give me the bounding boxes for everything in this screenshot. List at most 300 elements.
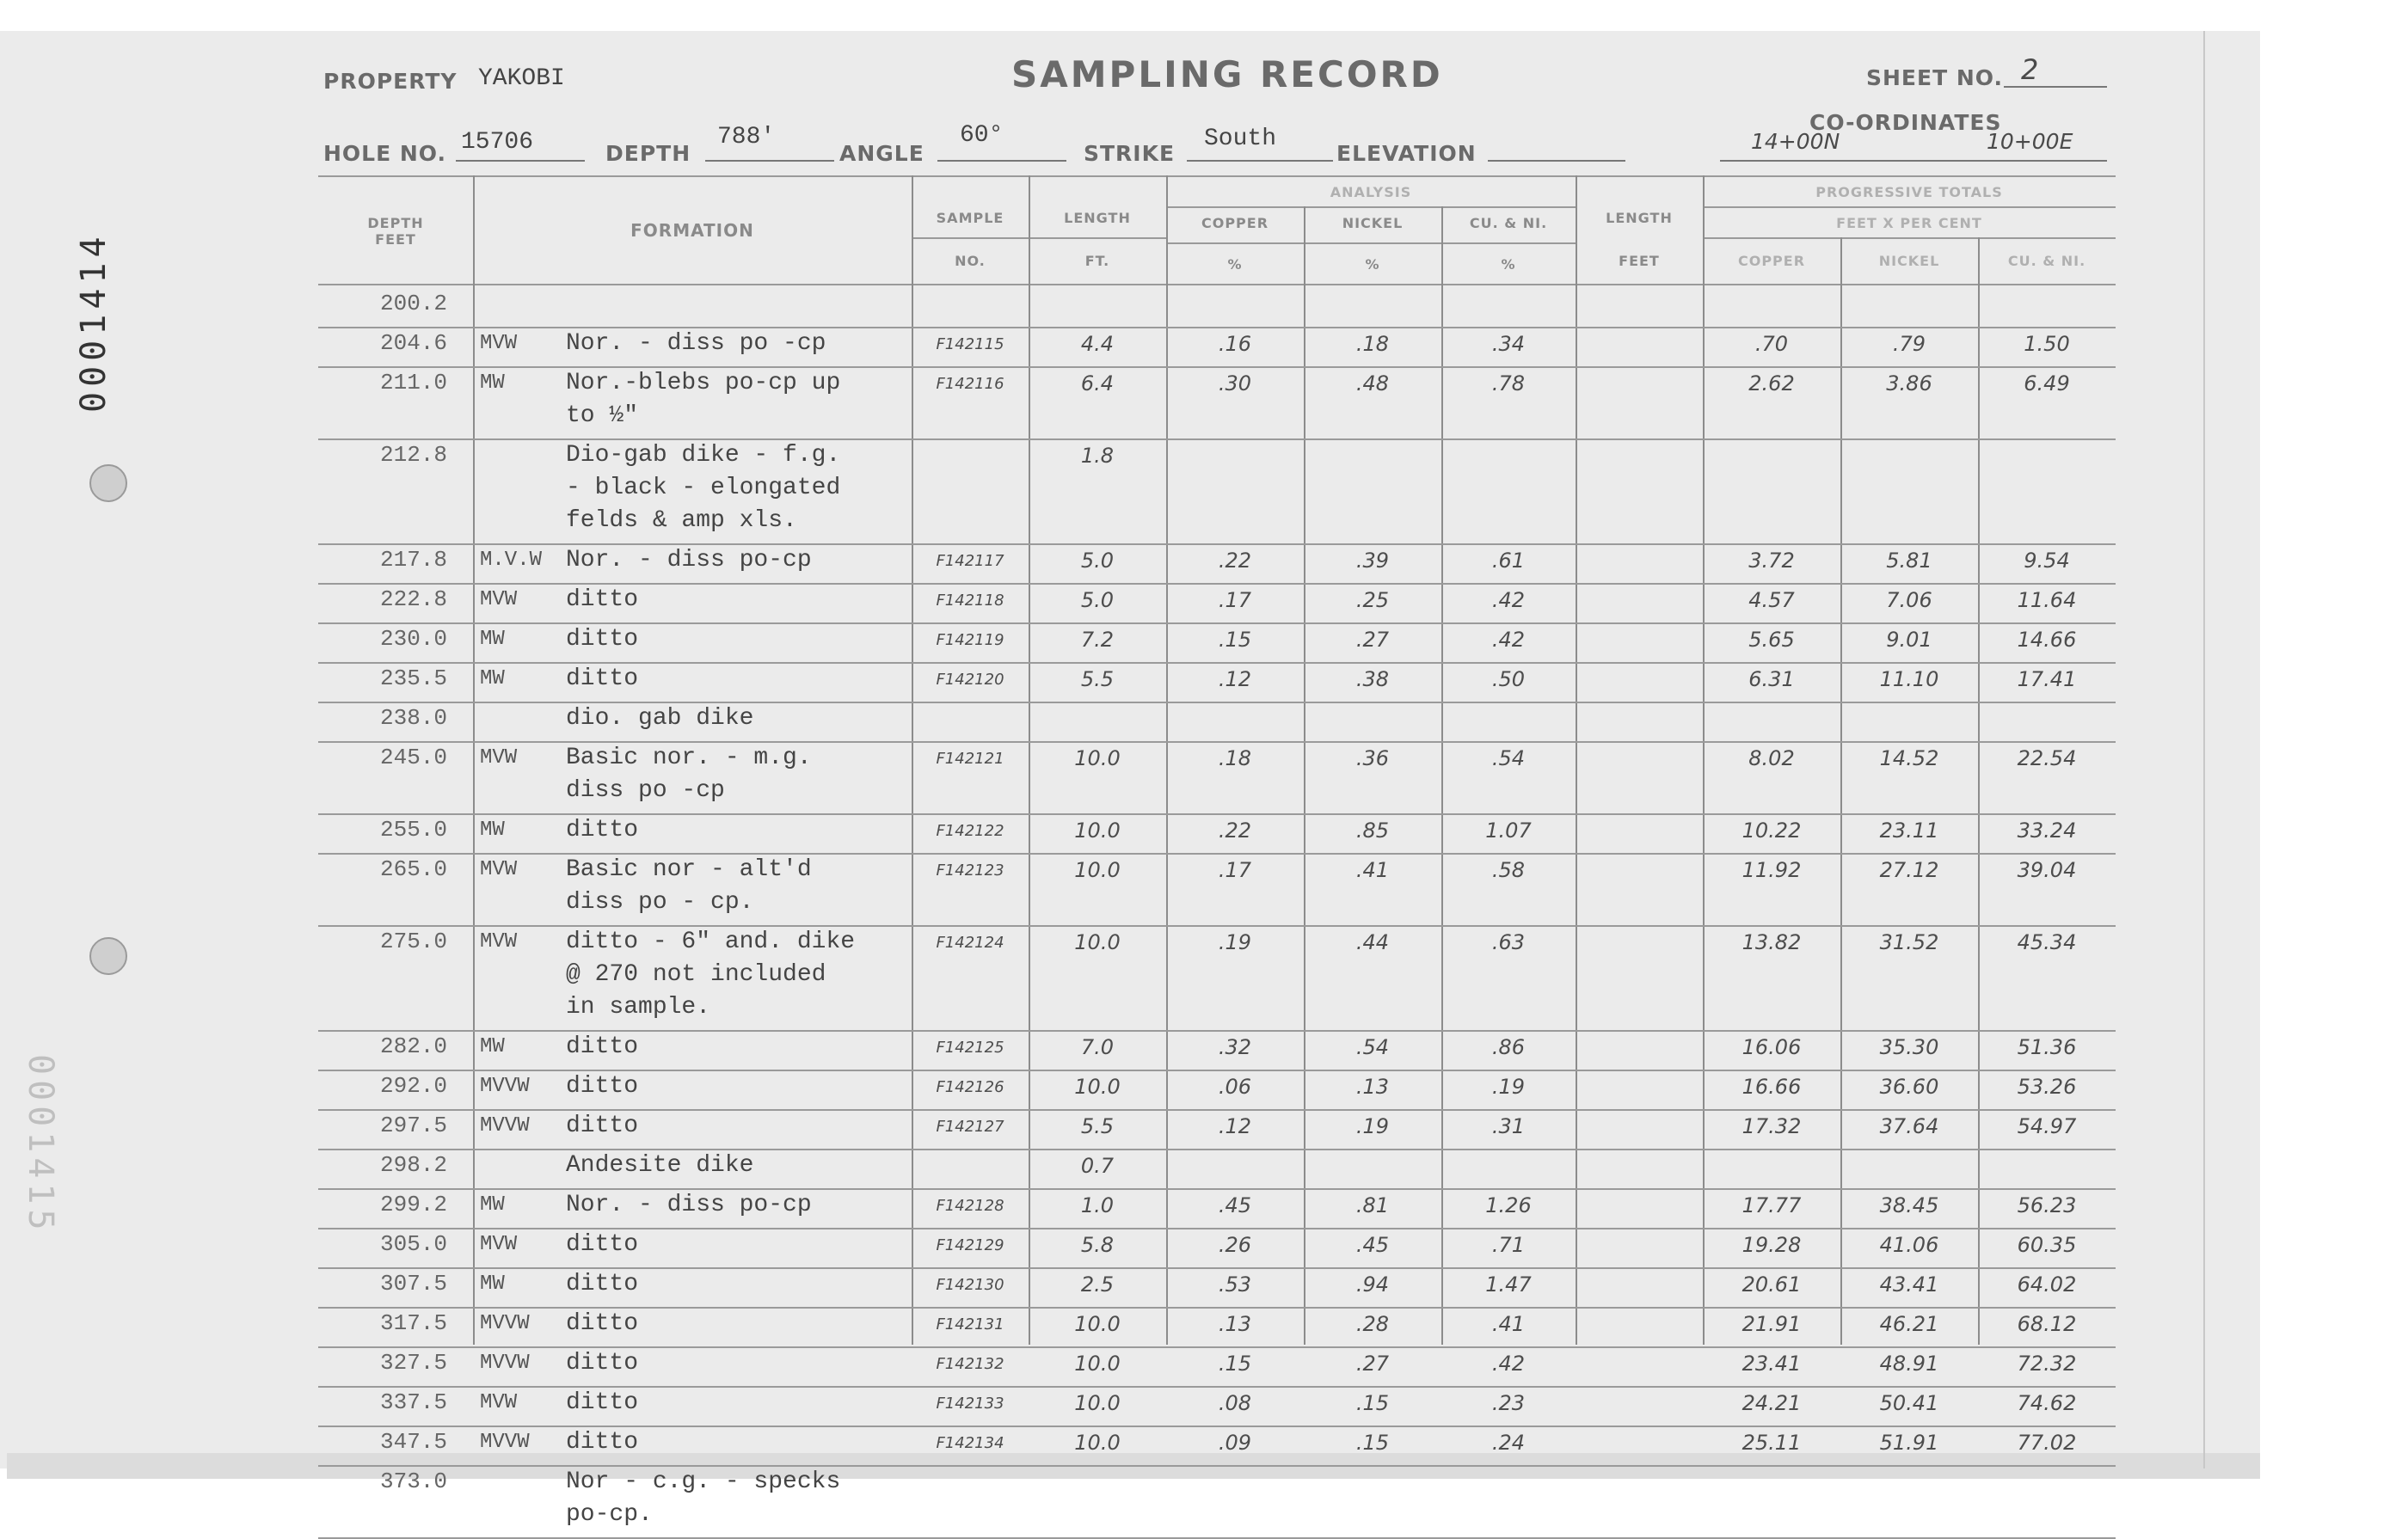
pcn-cell: 6.49 xyxy=(2024,371,2070,395)
depth-label: DEPTH xyxy=(605,141,691,166)
cu-cell: .22 xyxy=(1218,549,1252,573)
header-sample: SAMPLE xyxy=(936,210,1004,226)
sample-cell: F142125 xyxy=(936,1039,1004,1057)
cuni-cell: .42 xyxy=(1491,628,1526,652)
header-cuni-pct: % xyxy=(1501,256,1516,273)
progressive-divider-2 xyxy=(1703,237,2116,239)
cu-cell: .15 xyxy=(1218,628,1252,652)
cu-cell: .12 xyxy=(1218,667,1252,691)
sample-cell: F142127 xyxy=(936,1118,1004,1136)
cuni-cell: .63 xyxy=(1491,930,1526,954)
ni-cell: .15 xyxy=(1355,1391,1390,1415)
mineral-code-cell: MW xyxy=(480,667,505,690)
length-cell: 5.5 xyxy=(1080,667,1115,691)
formation-text: Nor - c.g. - specks xyxy=(566,1468,841,1495)
length-cell: 5.5 xyxy=(1080,1114,1115,1138)
length-cell: 2.5 xyxy=(1080,1272,1115,1297)
sample-cell: F142133 xyxy=(936,1395,1004,1413)
sample-cell: F142126 xyxy=(936,1078,1004,1096)
depth-cell: 305.0 xyxy=(379,1231,447,1257)
cuni-cell: .23 xyxy=(1491,1391,1526,1415)
page-title: SAMPLING RECORD xyxy=(1011,53,1443,95)
pcn-cell: 45.34 xyxy=(2017,930,2077,954)
ni-cell: .18 xyxy=(1355,332,1390,356)
sample-cell: F142116 xyxy=(936,375,1004,393)
cu-cell: .15 xyxy=(1218,1352,1252,1376)
sample-cell: F142123 xyxy=(936,861,1004,880)
pn-cell: 38.45 xyxy=(1879,1193,1939,1217)
table-row xyxy=(318,1386,2116,1427)
pn-cell: 3.86 xyxy=(1886,371,1932,395)
cu-cell: .53 xyxy=(1218,1272,1252,1297)
sheet-no-label: SHEET NO. xyxy=(1866,65,2003,90)
sample-cell: F142128 xyxy=(936,1197,1004,1215)
header-sample-no: NO. xyxy=(955,253,986,269)
pc-cell: 6.31 xyxy=(1748,667,1795,691)
depth-cell: 317.5 xyxy=(379,1310,447,1336)
depth-cell: 373.0 xyxy=(379,1468,447,1494)
property-value: YAKOBI xyxy=(478,65,565,92)
cuni-cell: .61 xyxy=(1491,549,1526,573)
formation-text: in sample. xyxy=(566,994,711,1021)
depth-cell: 200.2 xyxy=(379,291,447,316)
mineral-code-cell: MVW xyxy=(480,746,518,770)
mineral-code-cell: MVVW xyxy=(480,1352,530,1375)
depth-cell: 298.2 xyxy=(379,1152,447,1178)
ni-cell: .15 xyxy=(1355,1431,1390,1455)
mineral-code-cell: MVVW xyxy=(480,1075,530,1098)
pcn-cell: 72.32 xyxy=(2017,1352,2077,1376)
table-row xyxy=(318,1030,2116,1071)
cuni-cell: 1.26 xyxy=(1485,1193,1532,1217)
length-cell: 10.0 xyxy=(1074,1431,1121,1455)
formation-text: ditto xyxy=(566,1350,639,1377)
pn-cell: 23.11 xyxy=(1879,819,1939,843)
ni-cell: .54 xyxy=(1355,1035,1390,1059)
table-row xyxy=(318,287,2116,328)
depth-cell: 204.6 xyxy=(379,330,447,356)
length-cell: 10.0 xyxy=(1074,930,1121,954)
header-depth-line1: DEPTH xyxy=(367,215,424,231)
table-row xyxy=(318,925,2116,1032)
cu-cell: .12 xyxy=(1218,1114,1252,1138)
formation-text: diss po -cp xyxy=(566,777,725,804)
formation-text: @ 270 not included xyxy=(566,961,826,988)
pcn-cell: 56.23 xyxy=(2017,1193,2077,1217)
header-length-feet-unit: FEET xyxy=(1619,253,1660,269)
cu-cell: .19 xyxy=(1218,930,1252,954)
depth-cell: 307.5 xyxy=(379,1271,447,1297)
table-header-bottom xyxy=(318,284,2116,285)
pn-cell: 43.41 xyxy=(1879,1272,1939,1297)
pc-cell: 16.06 xyxy=(1742,1035,1802,1059)
formation-text: - black - elongated xyxy=(566,475,841,501)
table-row xyxy=(318,1149,2116,1190)
mineral-code-cell: MW xyxy=(480,628,505,651)
pc-cell: 17.32 xyxy=(1742,1114,1802,1138)
ni-cell: .94 xyxy=(1355,1272,1390,1297)
angle-value: 60° xyxy=(960,122,1004,149)
table-row xyxy=(318,583,2116,624)
depth-cell: 327.5 xyxy=(379,1350,447,1376)
ni-cell: .44 xyxy=(1355,930,1390,954)
pc-cell: 16.66 xyxy=(1742,1075,1802,1099)
sample-cell: F142118 xyxy=(936,592,1004,610)
formation-text: Nor. - diss po-cp xyxy=(566,547,812,573)
table-row xyxy=(318,1228,2116,1269)
cuni-cell: .42 xyxy=(1491,1352,1526,1376)
sample-cell: F142134 xyxy=(936,1434,1004,1452)
mineral-code-cell: MVW xyxy=(480,858,518,881)
pn-cell: 36.60 xyxy=(1879,1075,1939,1099)
pc-cell: 11.92 xyxy=(1742,858,1802,882)
table-row xyxy=(318,702,2116,743)
length-cell: 10.0 xyxy=(1074,1312,1121,1336)
formation-text: ditto xyxy=(566,1271,639,1297)
header-length-ft: FT. xyxy=(1084,253,1110,269)
cuni-cell: 1.47 xyxy=(1485,1272,1532,1297)
ni-cell: .36 xyxy=(1355,746,1390,770)
sample-cell: F142124 xyxy=(936,934,1004,952)
pcn-cell: 39.04 xyxy=(2017,858,2077,882)
cu-cell: .17 xyxy=(1218,588,1252,612)
elevation-label: ELEVATION xyxy=(1336,141,1477,166)
formation-text: diss po - cp. xyxy=(566,889,754,916)
depth-cell: 337.5 xyxy=(379,1389,447,1415)
formation-text: Nor. - diss po-cp xyxy=(566,1192,812,1218)
mineral-code-cell: MVW xyxy=(480,1391,518,1414)
ni-cell: .27 xyxy=(1355,628,1390,652)
header-copper: COPPER xyxy=(1201,215,1269,231)
mineral-code-cell: MW xyxy=(480,371,505,395)
pcn-cell: 9.54 xyxy=(2024,549,2070,573)
length-cell: 1.8 xyxy=(1080,444,1115,468)
pn-cell: 41.06 xyxy=(1879,1233,1939,1257)
cuni-cell: .71 xyxy=(1491,1233,1526,1257)
sample-cell: F142115 xyxy=(936,335,1004,353)
cu-cell: .08 xyxy=(1218,1391,1252,1415)
cu-cell: .09 xyxy=(1218,1431,1252,1455)
depth-cell: 222.8 xyxy=(379,586,447,612)
formation-text: ditto xyxy=(566,1033,639,1060)
pcn-cell: 54.97 xyxy=(2017,1114,2077,1138)
header-progressive-totals: PROGRESSIVE TOTALS xyxy=(1815,184,2003,200)
pcn-cell: 11.64 xyxy=(2017,588,2077,612)
pn-cell: 31.52 xyxy=(1879,930,1939,954)
depth-cell: 230.0 xyxy=(379,626,447,652)
depth-cell: 217.8 xyxy=(379,547,447,573)
depth-cell: 347.5 xyxy=(379,1429,447,1455)
punch-hole-bottom xyxy=(89,937,127,975)
table-row xyxy=(318,366,2116,440)
pc-cell: 2.62 xyxy=(1748,371,1795,395)
cu-cell: .30 xyxy=(1218,371,1252,395)
length-cell: 10.0 xyxy=(1074,1075,1121,1099)
depth-cell: 211.0 xyxy=(379,370,447,395)
analysis-subheader-divider xyxy=(1166,242,1576,244)
pcn-cell: 17.41 xyxy=(2017,667,2077,691)
depth-value: 788' xyxy=(717,124,776,150)
cuni-cell: .19 xyxy=(1491,1075,1526,1099)
length-cell: 6.4 xyxy=(1080,371,1115,395)
pc-cell: 20.61 xyxy=(1742,1272,1802,1297)
formation-text: Andesite dike xyxy=(566,1152,754,1179)
header-pt-nickel: NICKEL xyxy=(1878,253,1940,269)
depth-cell: 212.8 xyxy=(379,442,447,468)
pc-cell: 5.65 xyxy=(1748,628,1795,652)
cu-cell: .18 xyxy=(1218,746,1252,770)
header-analysis: ANALYSIS xyxy=(1330,184,1412,200)
table-row xyxy=(318,1307,2116,1348)
formation-text: ditto xyxy=(566,1231,639,1258)
formation-text: Nor. - diss po -cp xyxy=(566,330,826,357)
formation-text: ditto - 6" and. dike xyxy=(566,929,856,955)
strike-label: STRIKE xyxy=(1084,141,1176,166)
table-row xyxy=(318,662,2116,703)
pn-cell: 27.12 xyxy=(1879,858,1939,882)
mineral-code-cell: MVVW xyxy=(480,1312,530,1335)
formation-text: ditto xyxy=(566,1429,639,1456)
strike-value: South xyxy=(1204,126,1277,152)
ni-cell: .41 xyxy=(1355,858,1390,882)
coordinate-east-value: 10+00E xyxy=(1987,129,2073,154)
cu-cell: .45 xyxy=(1218,1193,1252,1217)
cuni-cell: .41 xyxy=(1491,1312,1526,1336)
sample-cell: F142117 xyxy=(936,552,1004,570)
sample-cell: F142122 xyxy=(936,822,1004,840)
document-number-stamp: 0001414 xyxy=(74,231,114,413)
mineral-code-cell: MVVW xyxy=(480,1114,530,1137)
angle-label: ANGLE xyxy=(839,141,924,166)
formation-text: ditto xyxy=(566,586,639,613)
sample-cell: F142130 xyxy=(936,1276,1004,1294)
cuni-cell: .42 xyxy=(1491,588,1526,612)
table-row xyxy=(318,1188,2116,1229)
length-cell: 10.0 xyxy=(1074,858,1121,882)
table-row xyxy=(318,327,2116,368)
depth-cell: 282.0 xyxy=(379,1033,447,1059)
pcn-cell: 64.02 xyxy=(2017,1272,2077,1297)
table-row xyxy=(318,1346,2116,1388)
pc-cell: 8.02 xyxy=(1748,746,1795,770)
cu-cell: .32 xyxy=(1218,1035,1252,1059)
depth-cell: 297.5 xyxy=(379,1113,447,1138)
cu-cell: .22 xyxy=(1218,819,1252,843)
mineral-code-cell: MW xyxy=(480,819,505,842)
depth-underline xyxy=(705,160,834,162)
elevation-underline xyxy=(1488,160,1625,162)
pn-cell: 14.52 xyxy=(1879,746,1939,770)
length-cell: 10.0 xyxy=(1074,819,1121,843)
punch-hole-top xyxy=(89,464,127,502)
sample-cell: F142129 xyxy=(936,1236,1004,1254)
formation-text: ditto xyxy=(566,1310,639,1337)
cuni-cell: .31 xyxy=(1491,1114,1526,1138)
length-cell: 1.0 xyxy=(1080,1193,1115,1217)
formation-text: felds & amp xls. xyxy=(566,507,797,534)
table-top-border xyxy=(318,175,2116,177)
formation-text: Nor.-blebs po-cp up xyxy=(566,370,841,396)
header-length: LENGTH xyxy=(1064,210,1131,226)
sample-length-divider xyxy=(912,237,1166,239)
pc-cell: 3.72 xyxy=(1748,549,1795,573)
pcn-cell: 51.36 xyxy=(2017,1035,2077,1059)
strike-underline xyxy=(1187,160,1333,162)
pn-cell: 48.91 xyxy=(1879,1352,1939,1376)
property-label: PROPERTY xyxy=(323,69,458,94)
pn-cell: 50.41 xyxy=(1879,1391,1939,1415)
table-row xyxy=(318,1109,2116,1150)
formation-text: ditto xyxy=(566,1389,639,1416)
ni-cell: .38 xyxy=(1355,667,1390,691)
formation-text: ditto xyxy=(566,817,639,843)
length-cell: 10.0 xyxy=(1074,1391,1121,1415)
formation-text: dio. gab dike xyxy=(566,705,754,732)
length-cell: 10.0 xyxy=(1074,746,1121,770)
pn-cell: 11.10 xyxy=(1879,667,1939,691)
mineral-code-cell: MW xyxy=(480,1035,505,1058)
cuni-cell: .54 xyxy=(1491,746,1526,770)
sample-cell: F142119 xyxy=(936,631,1004,649)
pc-cell: 23.41 xyxy=(1742,1352,1802,1376)
ni-cell: .28 xyxy=(1355,1312,1390,1336)
progressive-divider-1 xyxy=(1703,206,2116,208)
mineral-code-cell: M.V.W xyxy=(480,549,543,572)
coordinates-underline xyxy=(1720,160,2107,162)
ni-cell: .13 xyxy=(1355,1075,1390,1099)
mineral-code-cell: MVW xyxy=(480,930,518,953)
table-row xyxy=(318,1070,2116,1111)
pcn-cell: 1.50 xyxy=(2024,332,2070,356)
ni-cell: .45 xyxy=(1355,1233,1390,1257)
header-pt-copper: COPPER xyxy=(1737,253,1806,269)
pc-cell: 10.22 xyxy=(1742,819,1802,843)
table-row xyxy=(318,622,2116,664)
pn-cell: 46.21 xyxy=(1879,1312,1939,1336)
pc-cell: 13.82 xyxy=(1742,930,1802,954)
cu-cell: .17 xyxy=(1218,858,1252,882)
sample-cell: F142132 xyxy=(936,1355,1004,1373)
pcn-cell: 60.35 xyxy=(2017,1233,2077,1257)
formation-text: ditto xyxy=(566,626,639,653)
formation-text: Basic nor - alt'd xyxy=(566,856,812,883)
table-row xyxy=(318,1267,2116,1309)
header-feet-x-percent: FEET X PER CENT xyxy=(1836,215,1982,231)
pcn-cell: 53.26 xyxy=(2017,1075,2077,1099)
header-length-feet: LENGTH xyxy=(1606,210,1673,226)
depth-cell: 255.0 xyxy=(379,817,447,843)
sample-cell: F142131 xyxy=(936,1315,1004,1334)
pn-cell: 51.91 xyxy=(1879,1431,1939,1455)
formation-text: Dio-gab dike - f.g. xyxy=(566,442,841,469)
pc-cell: 17.77 xyxy=(1742,1193,1802,1217)
pc-cell: 4.57 xyxy=(1748,588,1795,612)
sheet-no-value: 2 xyxy=(2021,53,2039,86)
header-copper-pct: % xyxy=(1227,256,1243,273)
pc-cell: .70 xyxy=(1754,332,1789,356)
pn-cell: 35.30 xyxy=(1879,1035,1939,1059)
sample-cell: F142121 xyxy=(936,750,1004,768)
sample-cell: F142120 xyxy=(936,671,1004,689)
cu-cell: .13 xyxy=(1218,1312,1252,1336)
coordinates-label: CO-ORDINATES xyxy=(1809,110,2002,135)
ni-cell: .27 xyxy=(1355,1352,1390,1376)
pn-cell: 37.64 xyxy=(1879,1114,1939,1138)
header-cuni: CU. & NI. xyxy=(1469,215,1548,231)
formation-text: Basic nor. - m.g. xyxy=(566,745,812,771)
mineral-code-cell: MVW xyxy=(480,1233,518,1256)
pcn-cell: 22.54 xyxy=(2017,746,2077,770)
cuni-cell: 1.07 xyxy=(1485,819,1532,843)
depth-cell: 299.2 xyxy=(379,1192,447,1217)
header-depth xyxy=(318,215,473,248)
cuni-cell: .58 xyxy=(1491,858,1526,882)
depth-cell: 235.5 xyxy=(379,665,447,691)
pcn-cell: 77.02 xyxy=(2017,1431,2077,1455)
cu-cell: .06 xyxy=(1218,1075,1252,1099)
pc-cell: 24.21 xyxy=(1742,1391,1802,1415)
ni-cell: .39 xyxy=(1355,549,1390,573)
mineral-code-cell: MVW xyxy=(480,588,518,611)
cu-cell: .26 xyxy=(1218,1233,1252,1257)
pc-cell: 25.11 xyxy=(1742,1431,1802,1455)
ni-cell: .25 xyxy=(1355,588,1390,612)
header-nickel: NICKEL xyxy=(1342,215,1404,231)
header-nickel-pct: % xyxy=(1365,256,1380,273)
length-cell: 7.2 xyxy=(1080,628,1115,652)
formation-text: to ½" xyxy=(566,402,639,429)
pc-cell: 19.28 xyxy=(1742,1233,1802,1257)
hole-no-value: 15706 xyxy=(461,129,534,156)
coordinate-north-value: 14+00N xyxy=(1751,129,1840,154)
hole-no-underline xyxy=(456,160,585,162)
pc-cell: 21.91 xyxy=(1742,1312,1802,1336)
ni-cell: .85 xyxy=(1355,819,1390,843)
table-row xyxy=(318,543,2116,585)
mineral-code-cell: MVW xyxy=(480,332,518,355)
length-cell: 5.8 xyxy=(1080,1233,1115,1257)
mineral-code-cell: MW xyxy=(480,1272,505,1296)
table-row xyxy=(318,1465,2116,1539)
cuni-cell: .86 xyxy=(1491,1035,1526,1059)
pcn-cell: 74.62 xyxy=(2017,1391,2077,1415)
header-formation: FORMATION xyxy=(630,220,754,241)
faint-document-number-stamp: 0001415 xyxy=(21,1054,60,1235)
analysis-divider xyxy=(1166,206,1576,208)
header-depth-line2: FEET xyxy=(375,231,416,248)
cu-cell: .16 xyxy=(1218,332,1252,356)
table-row xyxy=(318,813,2116,855)
pn-cell: 7.06 xyxy=(1886,588,1932,612)
length-cell: 0.7 xyxy=(1080,1154,1115,1178)
cuni-cell: .78 xyxy=(1491,371,1526,395)
formation-text: ditto xyxy=(566,1073,639,1100)
depth-cell: 265.0 xyxy=(379,856,447,882)
depth-cell: 275.0 xyxy=(379,929,447,954)
pcn-cell: 68.12 xyxy=(2017,1312,2077,1336)
length-cell: 5.0 xyxy=(1080,588,1115,612)
mineral-code-cell: MVVW xyxy=(480,1431,530,1454)
cuni-cell: .50 xyxy=(1491,667,1526,691)
pn-cell: .79 xyxy=(1892,332,1926,356)
pn-cell: 5.81 xyxy=(1886,549,1932,573)
header-pt-cuni: CU. & NI. xyxy=(2007,253,2086,269)
table-row xyxy=(318,438,2116,545)
pcn-cell: 14.66 xyxy=(2017,628,2077,652)
depth-cell: 245.0 xyxy=(379,745,447,770)
length-cell: 5.0 xyxy=(1080,549,1115,573)
hole-no-label: HOLE NO. xyxy=(323,141,447,166)
